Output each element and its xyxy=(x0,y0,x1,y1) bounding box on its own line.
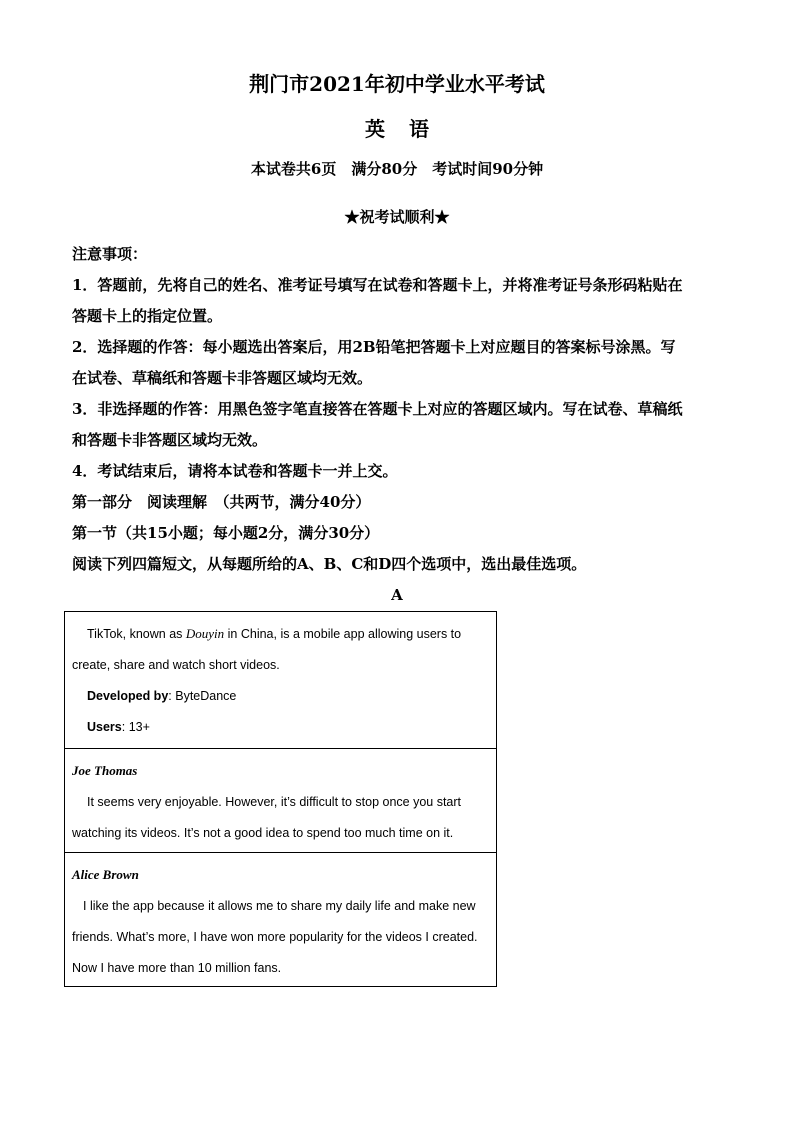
subject-char: 语 xyxy=(409,117,429,141)
notes-line: 在试卷、草稿纸和答题卡非答题区域均无效。 xyxy=(72,369,373,387)
subject-char: 英 xyxy=(365,117,385,141)
part-heading: 第一部分 阅读理解 （共两节，满分40分） xyxy=(72,493,371,511)
review-cell xyxy=(65,852,496,986)
passage-a-table xyxy=(64,611,497,987)
review-line: I like the app because it allows me to share my daily life and make new xyxy=(83,899,476,913)
good-luck-line: ★祝考试顺利★ xyxy=(344,208,450,226)
app-intro-line: create, share and watch short videos. xyxy=(72,658,280,672)
review-line: It seems very enjoyable. However, it’s difficult to stop once you start xyxy=(87,795,462,809)
review-line: watching its videos. It’s not a good idea to spend too much time on it. xyxy=(72,826,454,840)
users-label: Users xyxy=(87,720,122,734)
notes-line: 答题卡上的指定位置。 xyxy=(72,307,223,325)
developer-value: : ByteDance xyxy=(168,689,237,703)
app-intro-line: TikTok, known as Douyin in China, is a mobile app allowing users to xyxy=(87,626,462,641)
passage-label: A xyxy=(391,586,403,604)
review-line: Now I have more than 10 million fans. xyxy=(72,961,282,975)
users-line xyxy=(87,719,150,735)
developer-line xyxy=(87,688,236,704)
reviewer-name: Alice Brown xyxy=(72,867,139,882)
developer-label: Developed by xyxy=(87,689,169,703)
review-line: friends. What’s more, I have won more popularity for the videos I created. xyxy=(72,930,478,944)
exam-title: 荆门市2021年初中学业水平考试 xyxy=(249,72,545,96)
notes-line: 和答题卡非答题区域均无效。 xyxy=(72,431,268,449)
section-heading: 第一节（共15小题；每小题2分，满分30分） xyxy=(72,524,380,542)
notes-heading: 注意事项： xyxy=(72,245,148,263)
users-value: : 13+ xyxy=(121,720,150,734)
subject-title xyxy=(0,113,794,142)
exam-info: 本试卷共6页 满分80分 考试时间90分钟 xyxy=(250,160,544,178)
instruction-line: 阅读下列四篇短文，从每题所给的A、B、C和D四个选项中，选出最佳选项。 xyxy=(72,555,587,573)
notes-line: 2．选择题的作答：每小题选出答案后，用2B铅笔把答题卡上对应题目的答案标号涂黑。写 xyxy=(72,338,676,356)
review-cell xyxy=(65,748,496,852)
notes-line: 3．非选择题的作答：用黑色签字笔直接答在答题卡上对应的答题区域内。写在试卷、草稿纸 xyxy=(72,400,683,418)
notes-line: 4．考试结束后，请将本试卷和答题卡一并上交。 xyxy=(72,462,398,480)
reviewer-name: Joe Thomas xyxy=(72,763,138,778)
app-info-cell xyxy=(65,612,496,748)
notes-line: 1．答题前，先将自己的姓名、准考证号填写在试卷和答题卡上，并将准考证号条形码粘贴在 xyxy=(72,276,683,294)
douyin-term: Douyin xyxy=(185,626,225,641)
